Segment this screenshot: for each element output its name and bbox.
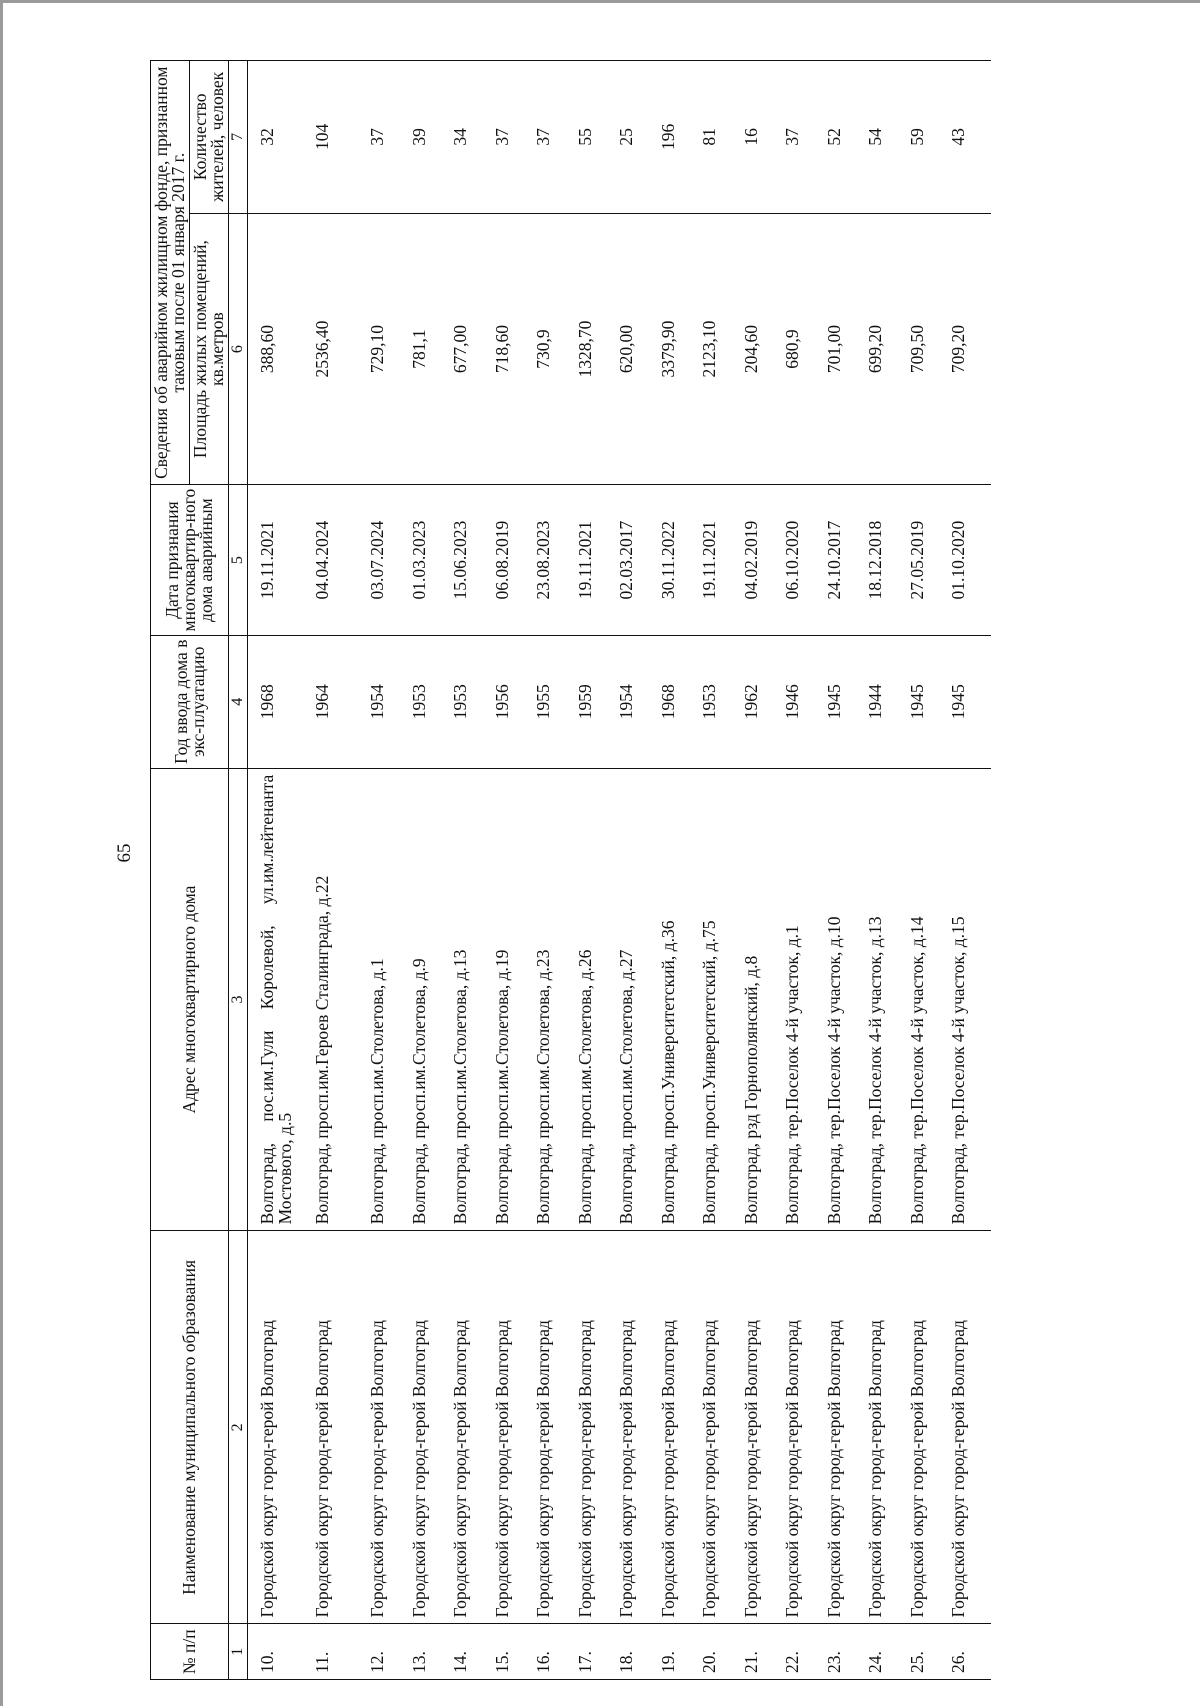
address-cell: Волгоград, просп.им.Столетова, д.13 [451, 768, 493, 1231]
table-row [866, 61, 908, 1680]
area-cell: 2123,10 [700, 213, 742, 485]
area-cell: 701,00 [825, 213, 867, 485]
row-number: 24. [866, 1624, 908, 1680]
year-cell: 1955 [534, 635, 576, 768]
address-cell: Волгоград, просп.им.Столетова, д.9 [410, 768, 452, 1231]
year-cell: 1946 [783, 635, 825, 768]
date-cell: 24.10.2017 [825, 485, 867, 635]
date-cell: 06.10.2020 [783, 485, 825, 635]
table-row [700, 61, 742, 1680]
table-row [576, 61, 618, 1680]
year-cell: 1962 [742, 635, 784, 768]
header-address: Адрес многоквартирного дома [151, 768, 229, 1231]
row-number: 21. [742, 1624, 784, 1680]
residents-cell: 37 [783, 61, 825, 214]
year-cell: 1954 [368, 635, 410, 768]
table-row [908, 61, 950, 1680]
year-cell: 1945 [825, 635, 867, 768]
scan-edge-top [0, 0, 1200, 3]
municipality-cell: Городской округ город-герой Волгоград [783, 1231, 825, 1624]
date-cell: 02.03.2017 [617, 485, 659, 635]
header-area: Площадь жилых помещений, кв.метров [190, 213, 229, 485]
row-number: 11. [313, 1624, 368, 1680]
date-cell: 06.08.2019 [493, 485, 535, 635]
table-row [451, 61, 493, 1680]
area-cell: 204,60 [742, 213, 784, 485]
area-cell: 729,10 [368, 213, 410, 485]
area-cell: 620,00 [617, 213, 659, 485]
address-cell: Волгоград, тер.Поселок 4-й участок, д.10 [825, 768, 867, 1231]
municipality-cell: Городской округ город-герой Волгоград [451, 1231, 493, 1624]
address-cell: Волгоград, просп.Университетский, д.36 [659, 768, 701, 1231]
area-cell: 699,20 [866, 213, 908, 485]
address-cell: Волгоград, тер.Поселок 4-й участок, д.14 [908, 768, 950, 1231]
row-number: 12. [368, 1624, 410, 1680]
date-cell: 04.02.2019 [742, 485, 784, 635]
rotated-page-content [150, 60, 1050, 1680]
date-cell: 03.07.2024 [368, 485, 410, 635]
column-number: 4 [229, 635, 248, 768]
area-cell: 2536,40 [313, 213, 368, 485]
residents-cell: 54 [866, 61, 908, 214]
municipality-cell: Городской округ город-герой Волгоград [313, 1231, 368, 1624]
year-cell: 1953 [700, 635, 742, 768]
address-cell: Волгоград, просп.им.Столетова, д.19 [493, 768, 535, 1231]
municipality-cell: Городской округ город-герой Волгоград [493, 1231, 535, 1624]
residents-cell: 55 [576, 61, 618, 214]
area-cell: 781,1 [410, 213, 452, 485]
column-number: 5 [229, 485, 248, 635]
table-row [248, 61, 314, 1680]
row-number: 14. [451, 1624, 493, 1680]
area-cell: 677,00 [451, 213, 493, 485]
year-cell: 1954 [617, 635, 659, 768]
row-number: 10. [248, 1624, 314, 1680]
residents-cell: 16 [742, 61, 784, 214]
area-cell: 709,50 [908, 213, 950, 485]
table-row [410, 61, 452, 1680]
year-cell: 1945 [908, 635, 950, 768]
municipality-cell: Городской округ город-герой Волгоград [248, 1231, 314, 1624]
year-cell: 1945 [949, 635, 991, 768]
municipality-cell: Городской округ город-герой Волгоград [700, 1231, 742, 1624]
municipality-cell: Городской округ город-герой Волгоград [617, 1231, 659, 1624]
residents-cell: 34 [451, 61, 493, 214]
municipality-cell: Городской округ город-герой Волгоград [576, 1231, 618, 1624]
table-row [949, 61, 991, 1680]
row-number: 22. [783, 1624, 825, 1680]
date-cell: 15.06.2023 [451, 485, 493, 635]
row-number: 15. [493, 1624, 535, 1680]
residents-cell: 37 [368, 61, 410, 214]
area-cell: 3379,90 [659, 213, 701, 485]
residents-cell: 37 [534, 61, 576, 214]
municipality-cell: Городской округ город-герой Волгоград [410, 1231, 452, 1624]
column-number: 7 [229, 61, 248, 214]
address-cell: Волгоград, просп.им.Героев Сталинграда, д.22 [313, 768, 368, 1231]
municipality-cell: Городской округ город-герой Волгоград [825, 1231, 867, 1624]
address-cell: Волгоград, просп.им.Столетова, д.1 [368, 768, 410, 1231]
row-number: 26. [949, 1624, 991, 1680]
address-cell: Волгоград, просп.им.Столетова, д.26 [576, 768, 618, 1231]
address-cell: Волгоград, тер.Поселок 4-й участок, д.15 [949, 768, 991, 1231]
address-cell: Волгоград, тер.Поселок 4-й участок, д.1 [783, 768, 825, 1231]
address-cell: Волгоград, просп.Университетский, д.75 [700, 768, 742, 1231]
date-cell: 19.11.2021 [576, 485, 618, 635]
row-number: 19. [659, 1624, 701, 1680]
address-cell: Волгоград, просп.им.Столетова, д.27 [617, 768, 659, 1231]
area-cell: 680,9 [783, 213, 825, 485]
municipality-cell: Городской округ город-герой Волгоград [742, 1231, 784, 1624]
year-cell: 1968 [659, 635, 701, 768]
row-number: 13. [410, 1624, 452, 1680]
row-number: 20. [700, 1624, 742, 1680]
header-num: № п/п [151, 1624, 229, 1680]
residents-cell: 196 [659, 61, 701, 214]
table-row [659, 61, 701, 1680]
municipality-cell: Городской округ город-герой Волгоград [866, 1231, 908, 1624]
residents-cell: 39 [410, 61, 452, 214]
header-municipality: Наименование муниципального образования [151, 1231, 229, 1624]
page-number: 65 [114, 843, 135, 863]
municipality-cell: Городской округ город-герой Волгоград [368, 1231, 410, 1624]
scan-edge-left [0, 0, 3, 1706]
table-row [368, 61, 410, 1680]
date-cell: 01.10.2020 [949, 485, 991, 635]
row-number: 25. [908, 1624, 950, 1680]
residents-cell: 104 [313, 61, 368, 214]
residents-cell: 37 [493, 61, 535, 214]
address-cell: Волгоград, просп.им.Столетова, д.23 [534, 768, 576, 1231]
date-cell: 23.08.2023 [534, 485, 576, 635]
residents-cell: 59 [908, 61, 950, 214]
table-row [742, 61, 784, 1680]
municipality-cell: Городской округ город-герой Волгоград [949, 1231, 991, 1624]
municipality-cell: Городской округ город-герой Волгоград [534, 1231, 576, 1624]
year-cell: 1956 [493, 635, 535, 768]
address-cell: Волгоград, рзд Горнополянский, д.8 [742, 768, 784, 1231]
header-residents: Количество жителей, человек [190, 61, 229, 214]
column-number: 2 [229, 1231, 248, 1624]
row-number: 17. [576, 1624, 618, 1680]
year-cell: 1953 [451, 635, 493, 768]
area-cell: 709,20 [949, 213, 991, 485]
date-cell: 01.03.2023 [410, 485, 452, 635]
table-row [825, 61, 867, 1680]
header-date: Дата признания многоквартир-ного дома аварийным [151, 485, 229, 635]
year-cell: 1944 [866, 635, 908, 768]
area-cell: 1328,70 [576, 213, 618, 485]
column-number: 6 [229, 213, 248, 485]
date-cell: 19.11.2021 [700, 485, 742, 635]
area-cell: 388,60 [248, 213, 314, 485]
address-cell: Волгоград, тер.Поселок 4-й участок, д.13 [866, 768, 908, 1231]
municipality-cell: Городской округ город-герой Волгоград [908, 1231, 950, 1624]
header-year: Год ввода дома в экс-плуатацию [151, 635, 229, 768]
date-cell: 30.11.2022 [659, 485, 701, 635]
header-info-group: Сведения об аварийном жилищном фонде, признанном таковым после 01 января 2017 г. [151, 61, 190, 485]
date-cell: 19.11.2021 [248, 485, 314, 635]
emergency-housing-table [150, 60, 991, 1680]
table-row [313, 61, 368, 1680]
table-row [617, 61, 659, 1680]
column-number: 3 [229, 768, 248, 1231]
year-cell: 1968 [248, 635, 314, 768]
residents-cell: 43 [949, 61, 991, 214]
date-cell: 27.05.2019 [908, 485, 950, 635]
area-cell: 730,9 [534, 213, 576, 485]
residents-cell: 25 [617, 61, 659, 214]
residents-cell: 52 [825, 61, 867, 214]
table-row [493, 61, 535, 1680]
row-number: 18. [617, 1624, 659, 1680]
year-cell: 1964 [313, 635, 368, 768]
date-cell: 04.04.2024 [313, 485, 368, 635]
address-cell: Волгоград, пос.им.Гули Королевой, ул.им.лейтенанта Мостового, д.5 [248, 768, 314, 1231]
residents-cell: 32 [248, 61, 314, 214]
date-cell: 18.12.2018 [866, 485, 908, 635]
column-number: 1 [229, 1624, 248, 1680]
year-cell: 1959 [576, 635, 618, 768]
table-row [783, 61, 825, 1680]
table-row [534, 61, 576, 1680]
municipality-cell: Городской округ город-герой Волгоград [659, 1231, 701, 1624]
column-number-row [229, 61, 248, 1680]
row-number: 16. [534, 1624, 576, 1680]
residents-cell: 81 [700, 61, 742, 214]
year-cell: 1953 [410, 635, 452, 768]
area-cell: 718,60 [493, 213, 535, 485]
row-number: 23. [825, 1624, 867, 1680]
